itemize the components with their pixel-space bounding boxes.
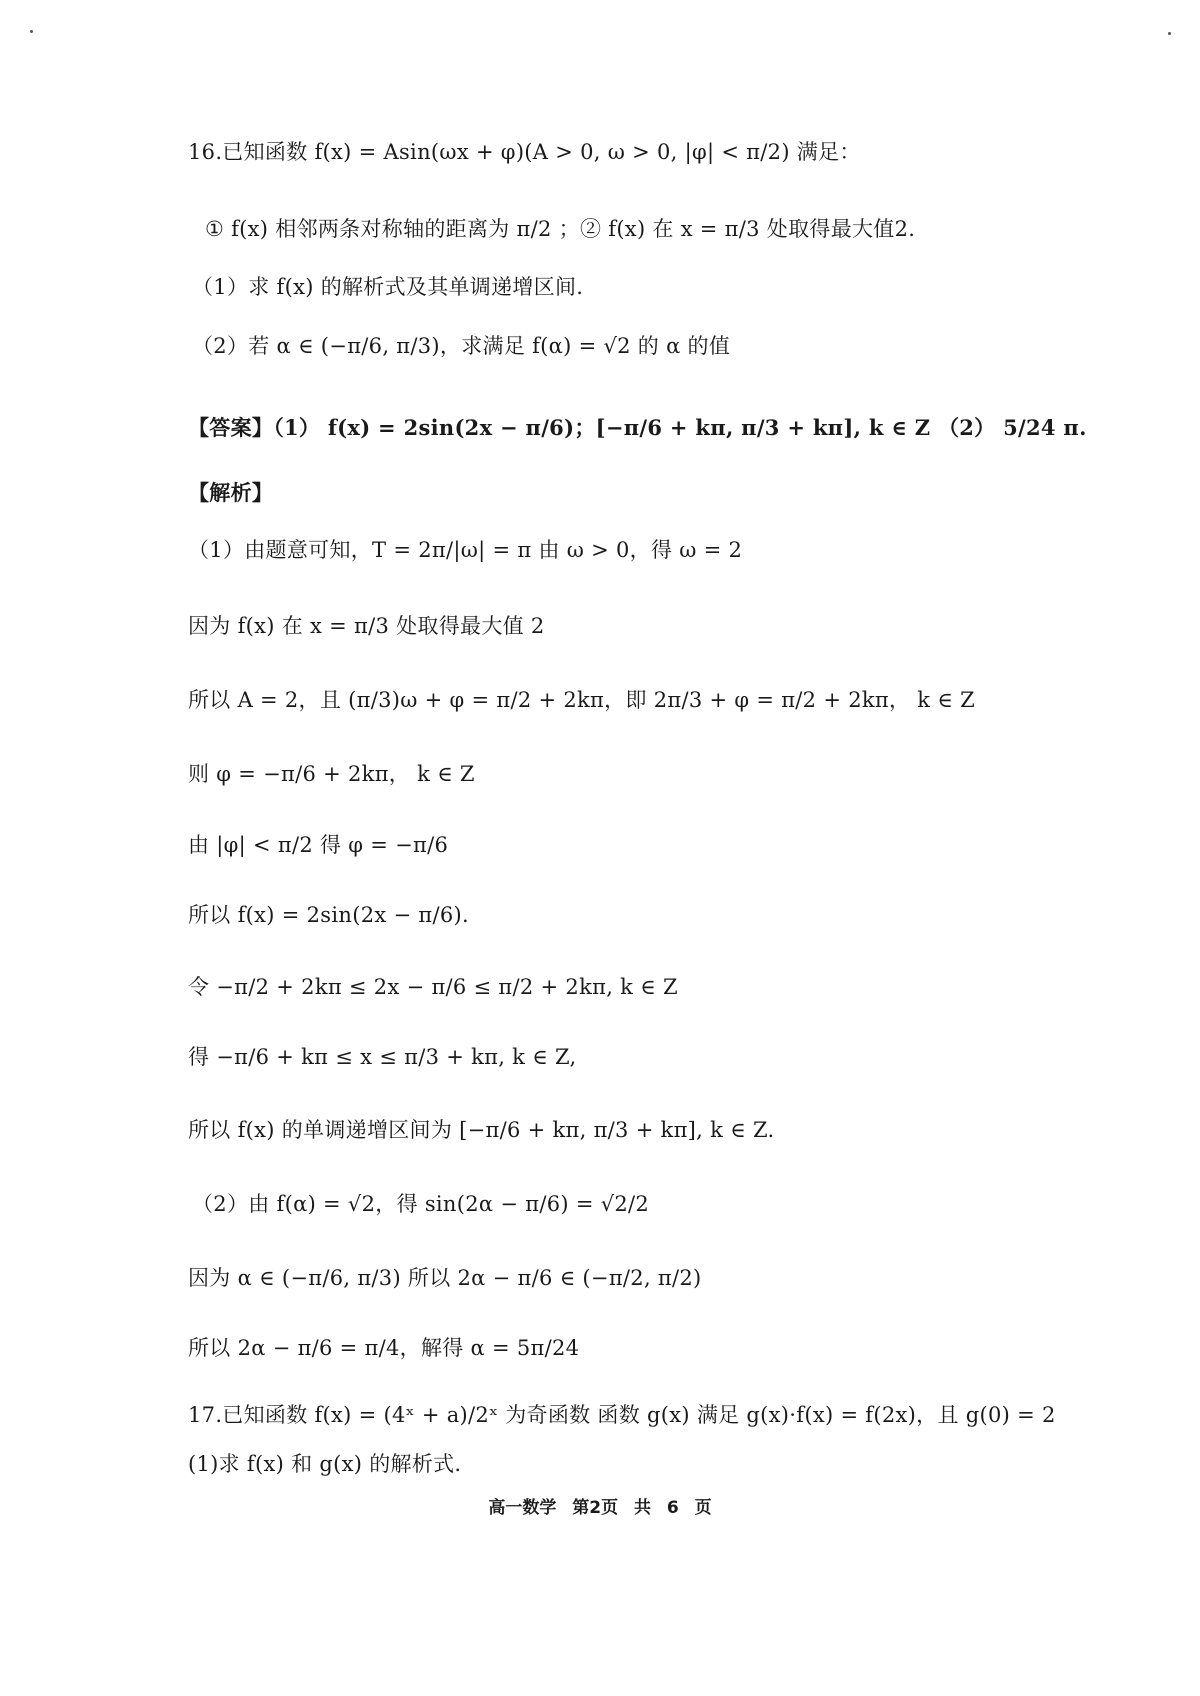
- analysis-step: 因为 α ∈ (−π/6, π/3) 所以 2α − π/6 ∈ (−π/2, π/2): [188, 1266, 702, 1290]
- problem16-question2: （2）若 α ∈ (−π/6, π/3)，求满足 f(α) = √2 的 α 的值: [192, 334, 731, 358]
- problem17-stem: 17.已知函数 f(x) = (4ˣ + a)/2ˣ 为奇函数 函数 g(x) 满足 g(x)·f(x) = f(2x)，且 g(0) = 2: [188, 1403, 1056, 1427]
- problem16-conditions: ① f(x) 相邻两条对称轴的距离为 π/2 ；② f(x) 在 x = π/3 处取得最大值2.: [205, 217, 916, 241]
- analysis-step: 所以 f(x) 的单调递增区间为 [−π/6 + kπ, π/3 + kπ], k ∈ Z.: [188, 1118, 775, 1142]
- page-footer: 高一数学 第2页 共 6 页: [488, 1498, 712, 1518]
- analysis-step: 由 |φ| < π/2 得 φ = −π/6: [188, 833, 449, 857]
- problem16-question1: （1）求 f(x) 的解析式及其单调递增区间.: [192, 275, 584, 299]
- analysis-step: 令 −π/2 + 2kπ ≤ 2x − π/6 ≤ π/2 + 2kπ, k ∈ Z: [188, 975, 678, 999]
- problem16-answer: 【答案】（1） f(x) = 2sin(2x − π/6)；[−π/6 + kπ, π/3 + kπ], k ∈ Z （2） 5/24 π.: [188, 415, 1087, 440]
- analysis-heading: 【解析】: [188, 480, 274, 505]
- scan-speck: [1168, 32, 1171, 35]
- analysis-step: 则 φ = −π/6 + 2kπ， k ∈ Z: [188, 762, 475, 786]
- problem17-question1: (1)求 f(x) 和 g(x) 的解析式.: [188, 1452, 462, 1476]
- analysis-step: 所以 2α − π/6 = π/4，解得 α = 5π/24: [188, 1336, 580, 1360]
- analysis-step: 因为 f(x) 在 x = π/3 处取得最大值 2: [188, 614, 545, 638]
- scan-speck: [30, 30, 33, 33]
- analysis-step: 所以 A = 2，且 (π/3)ω + φ = π/2 + 2kπ，即 2π/3 + φ = π/2 + 2kπ， k ∈ Z: [188, 688, 975, 712]
- analysis-step: 得 −π/6 + kπ ≤ x ≤ π/3 + kπ, k ∈ Z,: [188, 1045, 577, 1069]
- analysis-step: 所以 f(x) = 2sin(2x − π/6).: [188, 903, 469, 927]
- analysis-step: （2）由 f(α) = √2，得 sin(2α − π/6) = √2/2: [192, 1192, 650, 1216]
- problem16-stem: 16.已知函数 f(x) = Asin(ωx + φ)(A > 0, ω > 0, |φ| < π/2) 满足：: [188, 140, 861, 164]
- analysis-step: （1）由题意可知，T = 2π/|ω| = π 由 ω > 0，得 ω = 2: [188, 538, 743, 562]
